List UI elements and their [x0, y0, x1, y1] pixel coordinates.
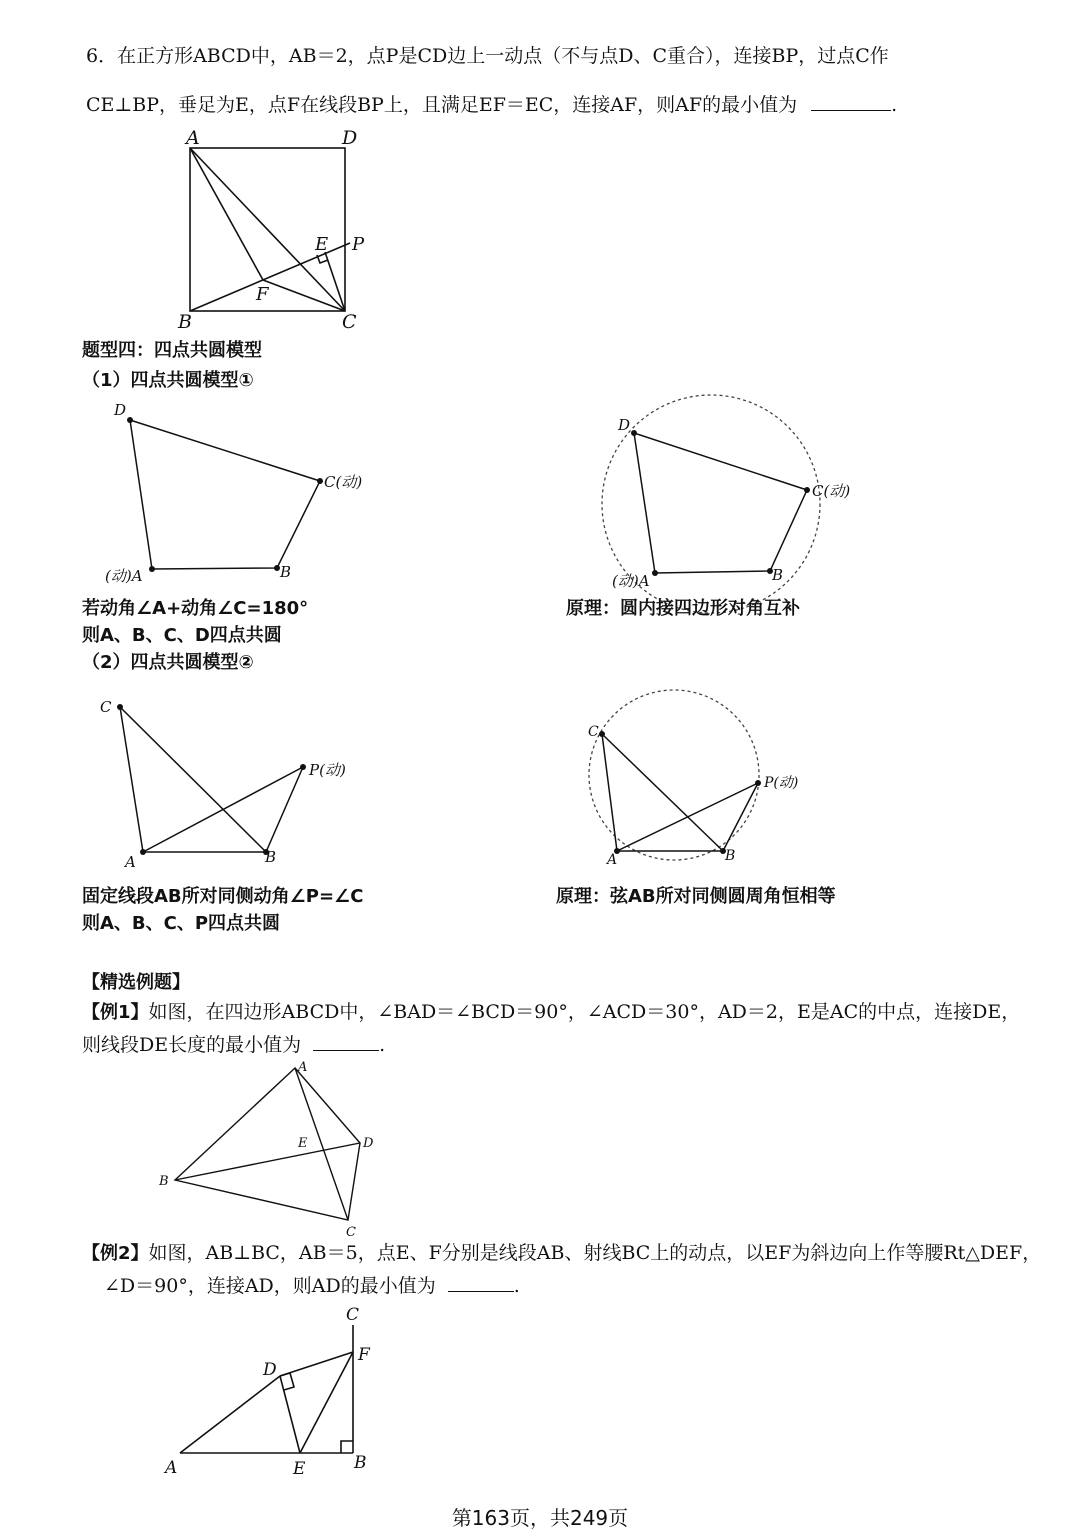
problem6-line1: 6．在正方形ABCD中，AB＝2，点P是CD边上一动点（不与点D、C重合），连接BP，过点C作: [86, 45, 889, 67]
model2-circle-figure: [580, 688, 880, 878]
m1-label-B: B: [280, 563, 292, 581]
square-figure: [170, 128, 390, 338]
example1-blank: [313, 1032, 379, 1051]
example1-line2: [82, 1032, 385, 1057]
model2-figure: [100, 695, 400, 875]
example2-blank: [448, 1273, 514, 1292]
ex1-label-D: D: [363, 1136, 374, 1151]
ex1-label-E: E: [298, 1136, 308, 1151]
m2-label-A: A: [125, 853, 136, 871]
example1-figure: [150, 1058, 390, 1243]
model1-title: （1）四点共圆模型①: [82, 370, 254, 391]
m1c-label-D: D: [618, 416, 631, 434]
example1-end: .: [379, 1034, 386, 1056]
example2-end: .: [513, 1275, 520, 1297]
m2c-label-A: A: [607, 852, 618, 868]
m1-label-C: C(动): [324, 473, 363, 491]
example2-figure: [160, 1300, 390, 1480]
examples-header: 【精选例题】: [82, 972, 190, 993]
sq-label-F: F: [256, 284, 269, 305]
m2c-label-B: B: [725, 848, 736, 864]
m1c-label-C: C(动): [812, 482, 851, 500]
ex2-label-C: C: [346, 1305, 360, 1325]
example1-tag: 【例1】: [82, 1002, 149, 1023]
ex1-label-B: B: [159, 1174, 169, 1189]
sq-label-C: C: [342, 311, 357, 333]
m2c-label-P: P(动): [764, 775, 799, 791]
model2-condition-1: 固定线段AB所对同侧动角∠P=∠C: [82, 886, 364, 907]
m1c-label-B: B: [772, 566, 784, 584]
model1-principle: 原理：圆内接四边形对角互补: [566, 598, 800, 619]
ex2-label-A: A: [165, 1458, 178, 1478]
m1c-label-A: (动)A: [612, 572, 650, 590]
m2c-label-C: C: [588, 724, 599, 740]
sq-label-B: B: [178, 311, 192, 333]
problem6-line2-end: .: [891, 94, 898, 116]
ex1-label-C: C: [346, 1225, 356, 1240]
m1-label-D: D: [114, 401, 127, 419]
model1-cyclic-figure: [590, 395, 890, 595]
problem6-line2-text: CE⊥BP，垂足为E，点F在线段BP上，且满足EF＝EC，连接AF，则AF的最小值为: [86, 94, 798, 116]
page-footer: 第163页，共249页: [451, 1506, 629, 1530]
m2-label-C: C: [100, 698, 112, 716]
sq-label-D: D: [342, 127, 358, 149]
ex2-label-E: E: [293, 1459, 306, 1479]
sq-label-A: A: [186, 127, 200, 149]
example2-text1: 如图，AB⊥BC，AB＝5，点E、F分别是线段AB、射线BC上的动点，以EF为斜边向上作等腰Rt△DEF，: [148, 1242, 1042, 1264]
ex2-label-B: B: [354, 1453, 367, 1473]
ex2-label-F: F: [358, 1345, 370, 1365]
sq-label-P: P: [352, 234, 365, 255]
sq-label-E: E: [315, 234, 329, 255]
m1-label-A: (动)A: [105, 567, 143, 585]
problem6-line2: [86, 92, 897, 117]
ex1-label-A: A: [298, 1060, 308, 1075]
m2-label-B: B: [265, 848, 277, 866]
example2-tag: 【例2】: [82, 1243, 149, 1264]
model2-title: （2）四点共圆模型②: [82, 652, 254, 673]
example1-text1: 如图，在四边形ABCD中，∠BAD＝∠BCD＝90°，∠ACD＝30°，AD＝2，E是AC的中点，连接DE，: [148, 1001, 1021, 1023]
example2-line2: [104, 1273, 520, 1298]
model2-condition-2: 则A、B、C、P四点共圆: [82, 913, 281, 934]
model1-condition-2: 则A、B、C、D四点共圆: [82, 625, 282, 646]
section4-title: 题型四：四点共圆模型: [82, 340, 262, 361]
example2-text2: ∠D＝90°，连接AD，则AD的最小值为: [104, 1275, 436, 1297]
model2-principle: 原理：弦AB所对同侧圆周角恒相等: [556, 886, 836, 907]
model1-quad-figure: [100, 395, 400, 595]
model1-condition-1: 若动角∠A+动角∠C=180°: [82, 598, 309, 619]
answer-blank: [811, 92, 891, 111]
example1-line1: [82, 1001, 1020, 1024]
example1-text2: 则线段DE长度的最小值为: [82, 1034, 302, 1056]
example2-line1: [82, 1242, 1041, 1265]
m2-label-P: P(动): [309, 761, 346, 779]
ex2-label-D: D: [263, 1360, 277, 1380]
